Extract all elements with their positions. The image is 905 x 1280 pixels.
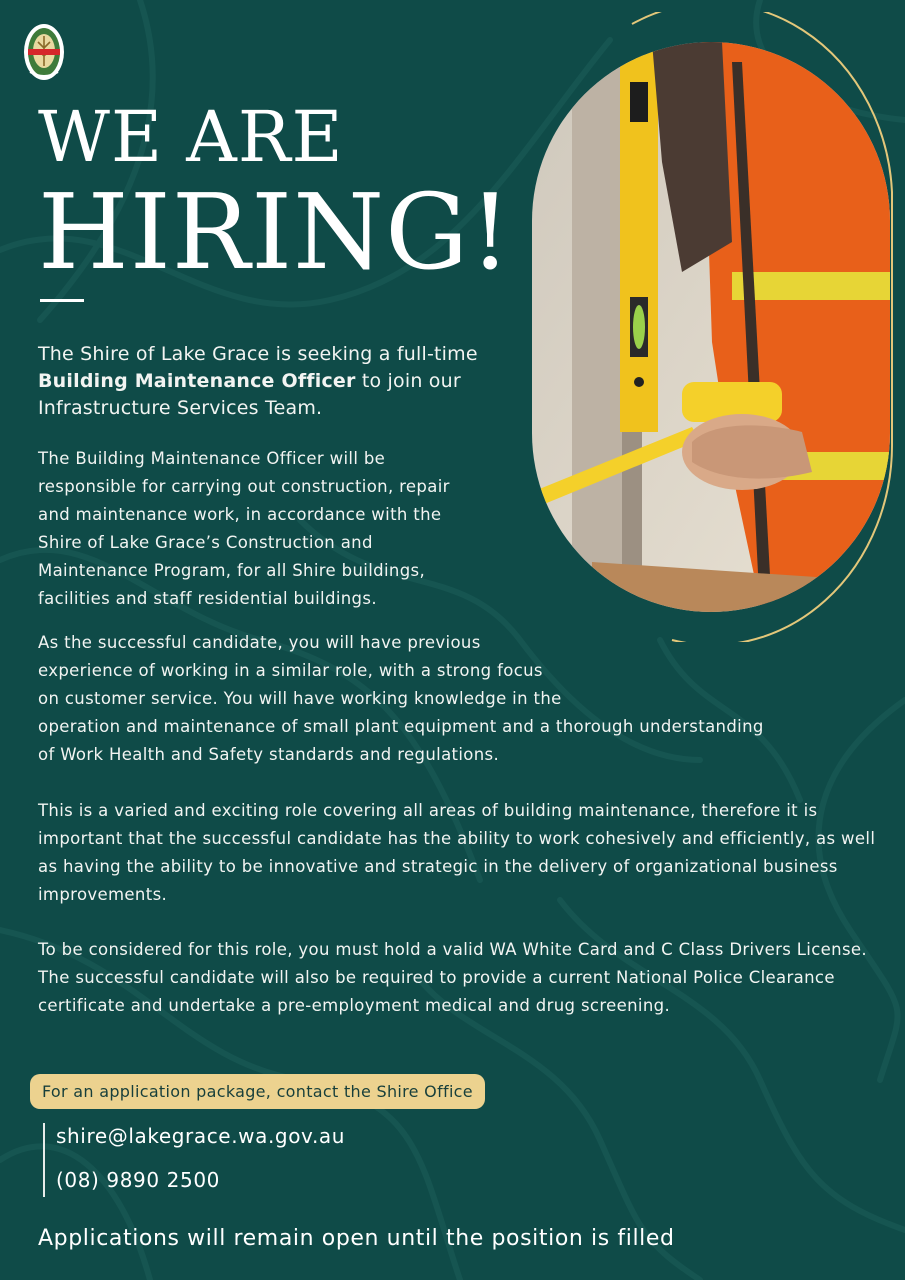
text-line: on customer service. You will have working knowledge in the: [38, 689, 562, 708]
text-line: operation and maintenance of small plant equipment and a thorough understanding: [38, 717, 764, 736]
hero-photo: [532, 42, 890, 612]
experience-paragraph: [38, 629, 888, 769]
text-line: facilities and staff residential buildings.: [38, 589, 377, 608]
text-line: Maintenance Program, for all Shire buildings,: [38, 561, 426, 580]
shire-crest-icon: [22, 22, 66, 82]
text-line: experience of working in a similar role, with a strong focus: [38, 661, 543, 680]
shire-logo: [22, 22, 66, 82]
text-line: Shire of Lake Grace’s Construction and: [38, 533, 373, 552]
job-title: Building Maintenance Officer: [38, 370, 356, 392]
intro-text: [38, 341, 508, 422]
text-line: of Work Health and Safety standards and regulations.: [38, 745, 500, 764]
headline: [38, 96, 513, 293]
headline-line-2: HIRING!: [38, 171, 513, 293]
intro-part-1: The Shire of Lake Grace is seeking a full-time: [38, 343, 478, 365]
application-prompt-badge: For an application package, contact the Shire Office: [30, 1074, 485, 1109]
closing-note: Applications will remain open until the position is filled: [38, 1226, 675, 1251]
requirements-paragraph: To be considered for this role, you must hold a valid WA White Card and C Class Drivers License. The successful candidate will also be required to provide a current National Police Clearance certificate and undertake a pre-employment medical and drug screening.: [38, 940, 867, 1015]
text-line: As the successful candidate, you will have previous: [38, 633, 481, 652]
role-description-paragraph: [38, 445, 518, 613]
divider: [40, 299, 84, 302]
text-line: The Building Maintenance Officer will be: [38, 449, 386, 468]
contact-divider: [43, 1123, 45, 1197]
headline-line-1: WE ARE: [38, 96, 344, 178]
text-line: and maintenance work, in accordance with the: [38, 505, 442, 524]
intro-part-2: to join our Infrastructure Services Team.: [38, 370, 461, 419]
text-line: responsible for carrying out construction, repair: [38, 477, 450, 496]
worker-measuring-photo: [532, 42, 890, 612]
role-scope-paragraph: This is a varied and exciting role covering all areas of building maintenance, therefore it is important that the successful candidate has the ability to work cohesively and efficiently, as well as having the ability to be innovative and strategic in the delivery of organizational business improvements.: [38, 801, 876, 904]
phone-link[interactable]: (08) 9890 2500: [56, 1168, 220, 1192]
email-link[interactable]: shire@lakegrace.wa.gov.au: [56, 1124, 346, 1148]
